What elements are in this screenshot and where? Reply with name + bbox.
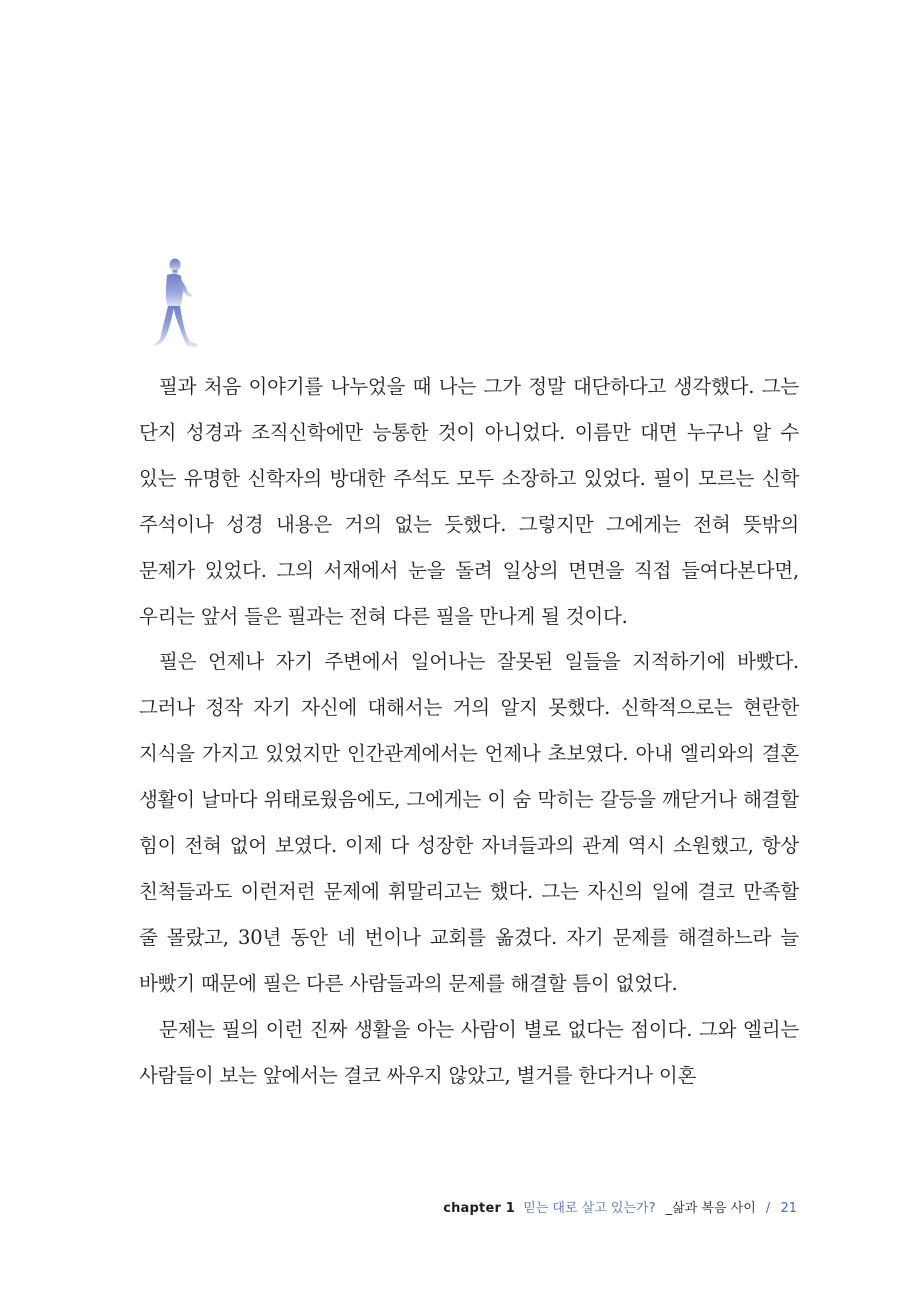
walking-person-icon: [150, 258, 202, 350]
paragraph: 문제는 필의 이런 진짜 생활을 아는 사람이 별로 없다는 점이다. 그와 엘리는 사람들이 보는 앞에서는 결코 싸우지 않았고, 별거를 한다거나 이혼: [139, 1017, 799, 1087]
paragraph: 필과 처음 이야기를 나누었을 때 나는 그가 정말 대단하다고 생각했다. 그는 단지 성경과 조직신학에만 능통한 것이 아니었다. 이름만 대면 누구나 알 수 있는 유명한 신학자의 방대한 주석도 모두 소장하고 있었다. 필이 모르는 신학 주석이나 성경 내용은 거의 없는 듯했다. 그렇지만 그에게는 전혀 뜻밖의 문제가 있었다. 그의 서재에서 눈을 돌려 일상의 면면을 직접 들여다본다면, 우리는 앞서 들은 필과는 전혀 다른 필을 만나게 될 것이다.: [139, 375, 799, 628]
page-number: 21: [780, 1201, 797, 1216]
paragraph: 필은 언제나 자기 주변에서 일어나는 잘못된 일들을 지적하기에 바빴다. 그러나 정작 자기 자신에 대해서는 거의 알지 못했다. 신학적으로는 현란한 지식을 가지고 있었지만 인간관계에서는 언제나 초보였다. 아내 엘리와의 결혼 생활이 날마다 위태로웠음에도, 그에게는 이 숨 막히는 갈등을 깨닫거나 해결할 힘이 전혀 없어 보였다. 이제 다 성장한 자녀들과의 관계 역시 소원했고, 항상 친척들과도 이런저런 문제에 휘말리고는 했다. 그는 자신의 일에 결코 만족할 줄 몰랐고, 30년 동안 네 번이나 교회를 옮겼다. 자기 문제를 해결하느라 늘 바빴기 때문에 필은 다른 사람들과의 문제를 해결할 틈이 없었다.: [139, 650, 799, 995]
footer-chapter-label: chapter 1: [443, 1201, 516, 1216]
footer-separator: /: [765, 1201, 771, 1216]
footer-section-title: _삶과 복음 사이: [665, 1201, 756, 1216]
page-footer: [443, 1197, 797, 1216]
footer-chapter-title: 믿는 대로 살고 있는가?: [523, 1201, 656, 1216]
body-text: [139, 364, 799, 1099]
